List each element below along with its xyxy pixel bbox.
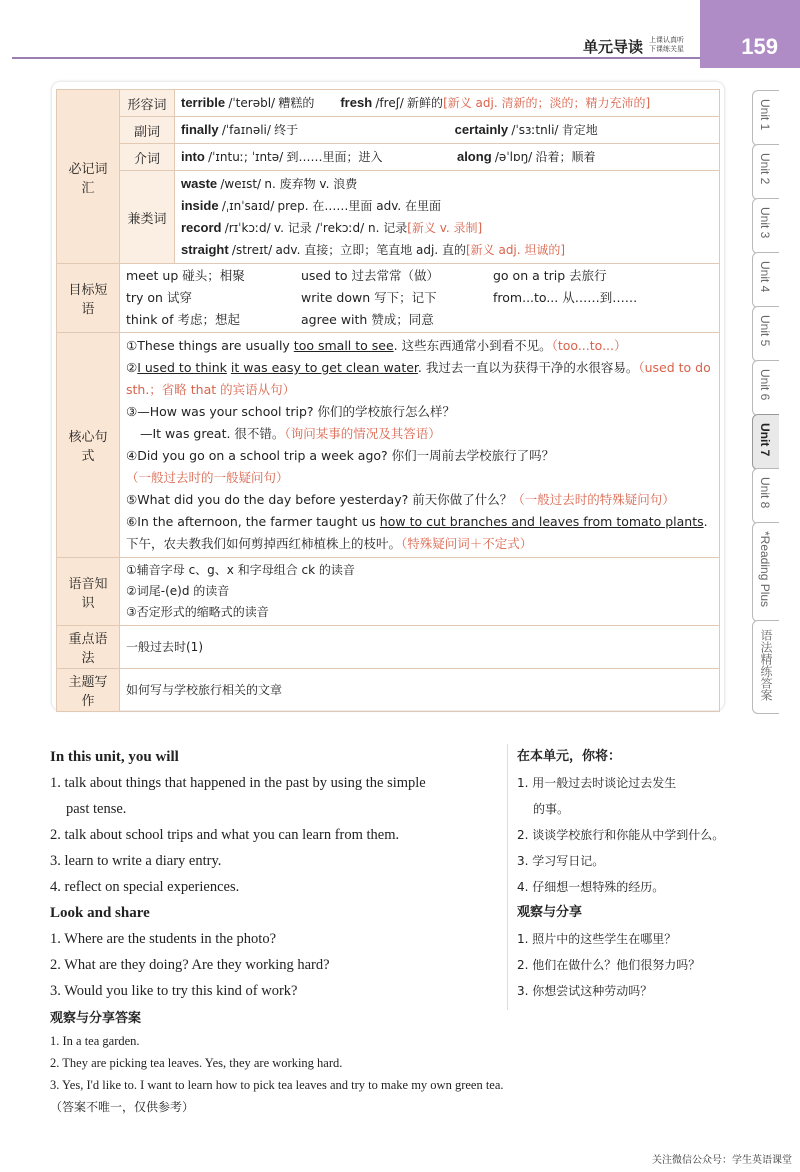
phrases-cell bbox=[120, 264, 720, 333]
list-item: 4. 仔细想一想特殊的经历。 bbox=[517, 880, 665, 894]
sentences-cell: ①These things are usually too small to see. 这些东西通常小到看不见。（too...to...） ②I used to think it was easy to get clean water. 我过去一直以为获得干净的水很容易。（used to do sth.；省略 that 的宾语从句） ③—How was your school trip? 你们的学校旅行怎么样？ —It was great. 很不错。（询问某事的情况及其答语） ④Did you go on a school trip a week ago? 你们一周前去学校旅行了吗？（一般过去时的一般疑问句） ⑤What did you do the day before yesterday? 前天你做了什么？（一般过去时的特殊疑问句） ⑥In the afternoon, the farmer taught us how to cut branches and leaves from tomato plants. 下午，农夫教我们如何剪掉西红柿植株上的枝叶。（特殊疑问词＋不定式） bbox=[120, 333, 720, 558]
list-item: past tense. bbox=[66, 801, 127, 817]
table-row bbox=[57, 117, 720, 144]
tab-unit-2[interactable]: Unit 2 bbox=[752, 144, 779, 200]
prep-words: into /ˈɪntuː; ˈɪntə/ 到……里面；进入 along /əˈlɒŋ/ 沿着；顺着 bbox=[175, 144, 720, 171]
phrase-item: from...to... 从……到…… bbox=[493, 290, 638, 305]
tab-unit-8[interactable]: Unit 8 bbox=[752, 468, 779, 524]
answer-item: 1. In a tea garden. bbox=[50, 1034, 140, 1048]
phrase-item: write down 写下；记下 bbox=[301, 290, 437, 305]
phrase-item bbox=[493, 310, 693, 330]
answers-title: 观察与分享答案 bbox=[50, 1011, 142, 1026]
tab-unit-6[interactable]: Unit 6 bbox=[752, 360, 779, 416]
tab-grammar-answers[interactable]: 语法精练答案 bbox=[752, 620, 779, 714]
multi-label: 兼类词 bbox=[120, 171, 175, 264]
header-slogan: 上课认真听 下课练关星 bbox=[649, 36, 684, 53]
list-item: 4. reflect on special experiences. bbox=[50, 879, 240, 895]
prep-label: 介词 bbox=[120, 144, 175, 171]
phrases-label: 目标短语 bbox=[57, 264, 120, 333]
unit-summary-table bbox=[56, 89, 720, 712]
section-heading: 在本单元，你将： bbox=[517, 749, 622, 764]
answer-note: （答案不唯一，仅供参考） bbox=[50, 1100, 195, 1114]
table-row bbox=[57, 144, 720, 171]
tab-reading-plus[interactable]: *Reading Plus bbox=[752, 522, 779, 622]
vocab-label: 必记词汇 bbox=[57, 90, 120, 264]
list-item: 1. 用一般过去时谈论过去发生 bbox=[517, 776, 677, 790]
section-heading: In this unit, you will bbox=[50, 749, 179, 765]
adj-label: 形容词 bbox=[120, 90, 175, 117]
list-item: 1. talk about things that happened in the past by using the simple bbox=[50, 775, 426, 791]
page-header bbox=[0, 0, 800, 72]
column-divider bbox=[507, 744, 508, 1010]
phrase-item: think of 考虑；想起 bbox=[126, 312, 240, 327]
answer-item: 3. Yes, I'd like to. I want to learn how to pick tea leaves and try to make my own green tea. bbox=[50, 1078, 504, 1092]
list-item: 3. 你想尝试这种劳动吗？ bbox=[517, 984, 653, 998]
phrase-item: go on a trip 去旅行 bbox=[493, 268, 607, 283]
list-item: 3. Would you like to try this kind of work? bbox=[50, 983, 298, 999]
phrase-grid bbox=[126, 266, 713, 330]
table-row bbox=[57, 264, 720, 333]
section-heading: 观察与分享 bbox=[517, 905, 583, 920]
table-row bbox=[57, 626, 720, 669]
list-item: 3. 学习写日记。 bbox=[517, 854, 605, 868]
writing-label: 主题写作 bbox=[57, 669, 120, 712]
tab-unit-3[interactable]: Unit 3 bbox=[752, 198, 779, 254]
table-row bbox=[57, 333, 720, 558]
list-item: 1. 照片中的这些学生在哪里？ bbox=[517, 932, 677, 946]
phonics-label: 语音知识 bbox=[57, 558, 120, 626]
page-number: 159 bbox=[741, 34, 778, 59]
list-item: 2. talk about school trips and what you can learn from them. bbox=[50, 827, 400, 843]
header-rule bbox=[12, 57, 700, 59]
writing-cell: 如何写与学校旅行相关的文章 bbox=[120, 669, 720, 712]
table-row bbox=[57, 171, 720, 264]
answer-item: 2. They are picking tea leaves. Yes, they are working hard. bbox=[50, 1056, 343, 1070]
multi-words: waste /weɪst/ n. 废弃物 v. 浪费 inside /ˌɪnˈsaɪd/ prep. 在……里面 adv. 在里面 record /rɪˈkɔːd/ v. 记录 /ˈrekɔːd/ n. 记录[新义 v. 录制] straight /streɪt/ adv. 直接；立即；笔直地 adj. 直的[新义 adj. 坦诚的] bbox=[175, 171, 720, 264]
phrase-item: meet up 碰头；相聚 bbox=[126, 268, 245, 283]
tab-unit-1[interactable]: Unit 1 bbox=[752, 90, 779, 146]
phrase-item: agree with 赞成；同意 bbox=[301, 312, 434, 327]
adj-words: terrible /ˈterəbl/ 糟糕的 fresh /freʃ/ 新鲜的[新义 adj. 清新的；淡的；精力充沛的] bbox=[175, 90, 720, 117]
tab-unit-4[interactable]: Unit 4 bbox=[752, 252, 779, 308]
list-item: 2. What are they doing? Are they working hard? bbox=[50, 957, 330, 973]
adv-label: 副词 bbox=[120, 117, 175, 144]
sentences-label: 核心句式 bbox=[57, 333, 120, 558]
section-heading: Look and share bbox=[50, 905, 150, 921]
phrase-item: used to 过去常常（做） bbox=[301, 268, 440, 283]
tab-unit-5[interactable]: Unit 5 bbox=[752, 306, 779, 362]
adv-words: finally /ˈfaɪnəli/ 终于 certainly /ˈsɜːtnli/ 肯定地 bbox=[175, 117, 720, 144]
table-row bbox=[57, 90, 720, 117]
answer-section bbox=[50, 1008, 750, 1118]
list-item: 1. Where are the students in the photo? bbox=[50, 931, 277, 947]
list-item: 2. 他们在做什么？他们很努力吗？ bbox=[517, 958, 701, 972]
table-row bbox=[57, 558, 720, 626]
table-row bbox=[57, 669, 720, 712]
chinese-objectives bbox=[517, 744, 757, 1004]
list-item: 2. 谈谈学校旅行和你能从中学到什么。 bbox=[517, 828, 725, 842]
list-item: 的事。 bbox=[533, 802, 570, 816]
phrase-item: try on 试穿 bbox=[126, 290, 192, 305]
list-item: 3. learn to write a diary entry. bbox=[50, 853, 222, 869]
grammar-label: 重点语法 bbox=[57, 626, 120, 669]
english-objectives bbox=[50, 744, 500, 1004]
tab-unit-7[interactable]: Unit 7 bbox=[752, 414, 779, 470]
phonics-cell: ①辅音字母 c、g、x 和字母组合 ck 的读音 ②词尾-(e)d 的读音 ③否定形式的缩略式的读音 bbox=[120, 558, 720, 626]
footer-note: 关注微信公众号：学生英语课堂 bbox=[652, 1155, 792, 1166]
grammar-cell: 一般过去时(1) bbox=[120, 626, 720, 669]
section-title: 单元导读 bbox=[583, 38, 644, 56]
